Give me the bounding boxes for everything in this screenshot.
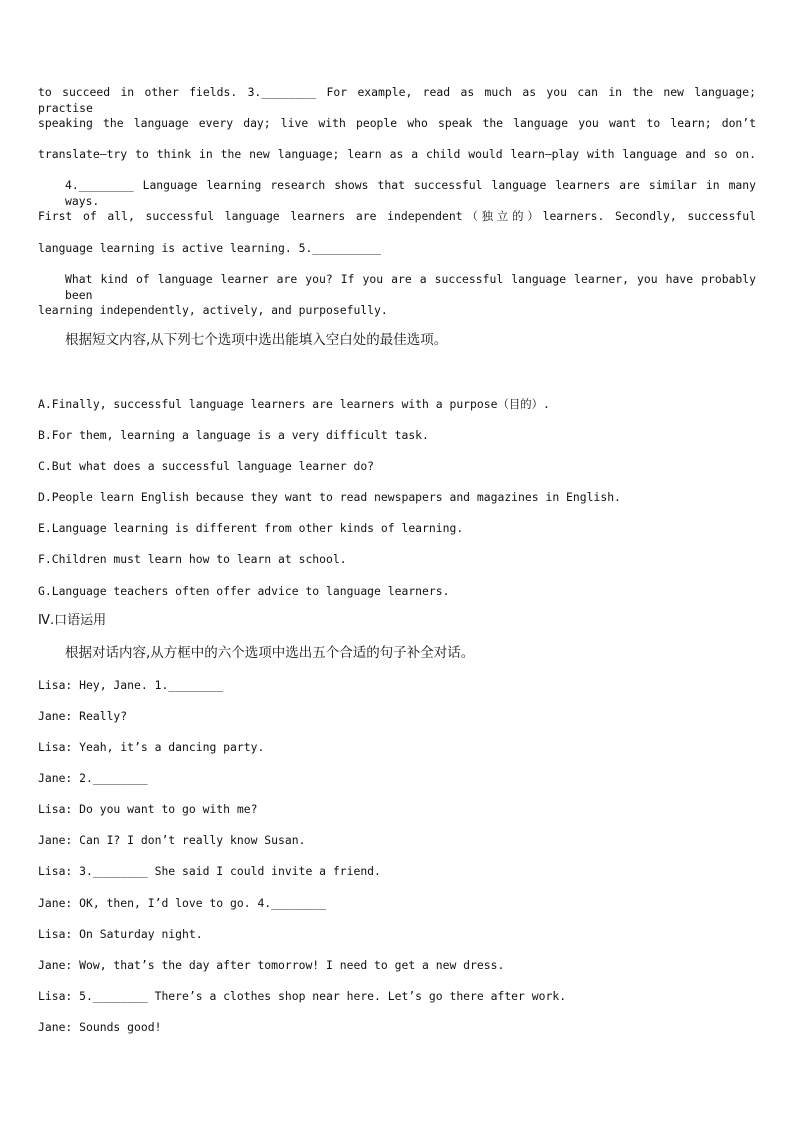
option-f: F.Children must learn how to learn at school.: [38, 552, 347, 566]
passage-line: learning independently, actively, and purposefully.: [38, 303, 388, 317]
dialogue-line: Lisa: 5.________ There’s a clothes shop near here. Let’s go there after work.: [38, 989, 567, 1003]
passage-line: What kind of language learner are you? If you are a successful language learner, you have probably been: [65, 272, 756, 302]
dialogue-line: Lisa: 3.________ She said I could invite a friend.: [38, 864, 381, 878]
dialogue-line: Jane: Really?: [38, 709, 128, 723]
dialogue-instruction: 根据对话内容,从方框中的六个选项中选出五个合适的句子补全对话。: [65, 645, 475, 661]
reading-instruction: 根据短文内容,从下列七个选项中选出能填入空白处的最佳选项。: [65, 332, 448, 348]
passage-line: translate—try to think in the new language; learn as a child would learn—play with language and so on.: [38, 147, 756, 161]
dialogue-line: Jane: OK, then, I’d love to go. 4.________: [38, 896, 327, 910]
dialogue-line: Jane: Wow, that’s the day after tomorrow! I need to get a new dress.: [38, 958, 505, 972]
option-a: A.Finally, successful language learners are learners with a purpose（目的）.: [38, 397, 550, 411]
dialogue-line: Lisa: On Saturday night.: [38, 927, 203, 941]
dialogue-line: Lisa: Yeah, it’s a dancing party.: [38, 740, 265, 754]
dialogue-line: Lisa: Do you want to go with me?: [38, 802, 258, 816]
option-c: C.But what does a successful language learner do?: [38, 459, 375, 473]
passage-line: 4.________ Language learning research shows that successful language learners are similar in many ways.: [65, 178, 756, 208]
option-d: D.People learn English because they want to read newspapers and magazines in English.: [38, 490, 621, 504]
section-heading: Ⅳ.口语运用: [38, 613, 107, 628]
passage-line: First of all, successful language learners are independent（独立的）learners. Secondly, successful: [38, 209, 756, 223]
dialogue-line: Lisa: Hey, Jane. 1.________: [38, 678, 224, 692]
dialogue-line: Jane: Can I? I don’t really know Susan.: [38, 833, 306, 847]
dialogue-line: Jane: Sounds good!: [38, 1020, 162, 1034]
option-b: B.For them, learning a language is a very difficult task.: [38, 428, 429, 442]
passage-line: speaking the language every day; live with people who speak the language you want to learn; don’t: [38, 116, 756, 130]
option-g: G.Language teachers often offer advice to language learners.: [38, 584, 450, 598]
passage-line: language learning is active learning. 5.__________: [38, 241, 381, 255]
dialogue-line: Jane: 2.________: [38, 771, 148, 785]
passage-line: to succeed in other fields. 3.________ For example, read as much as you can in the new language; practise: [38, 85, 756, 115]
option-e: E.Language learning is different from other kinds of learning.: [38, 521, 464, 535]
